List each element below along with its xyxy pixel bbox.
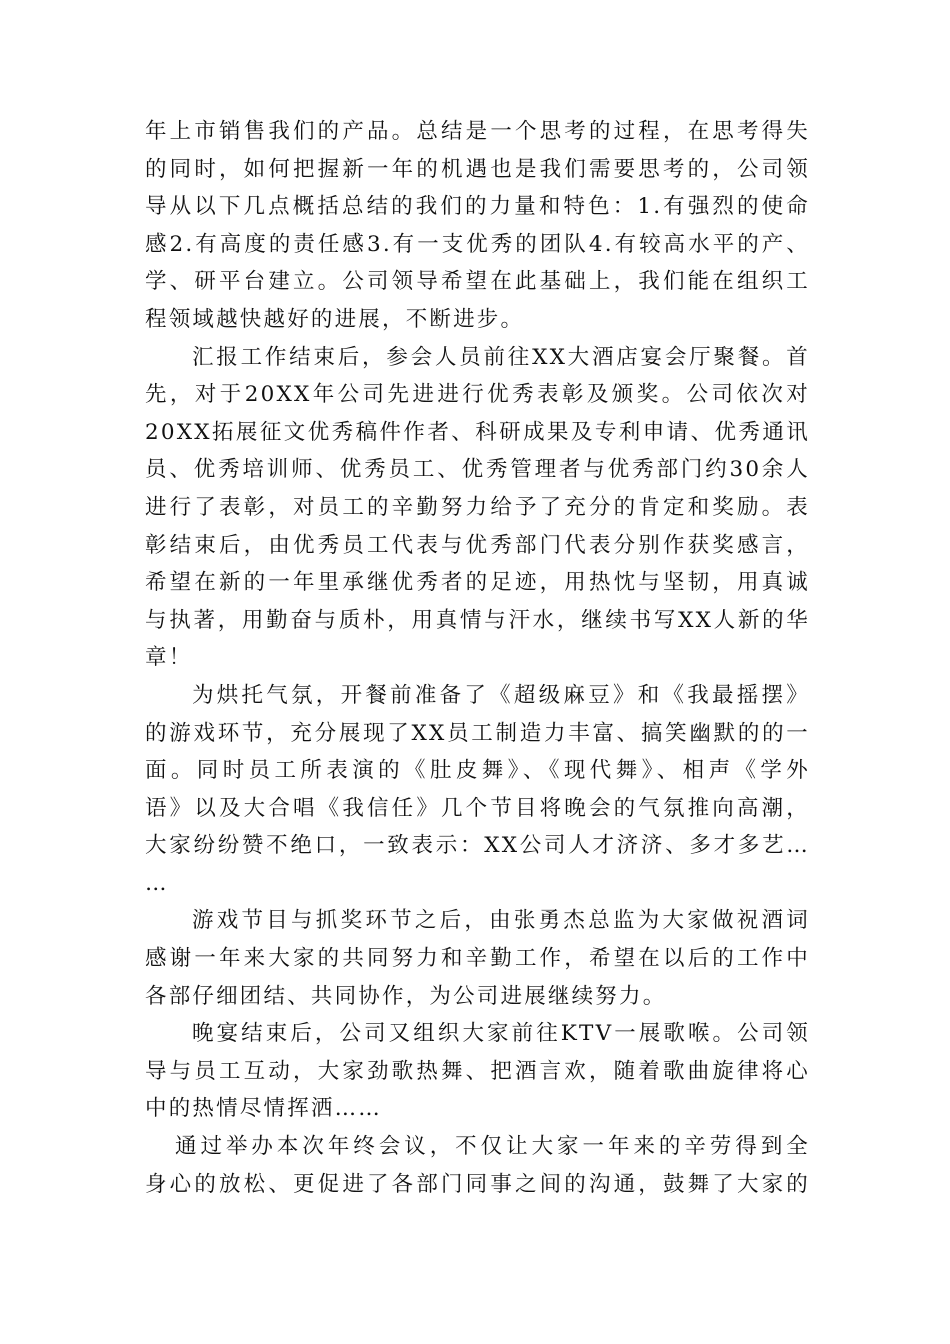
text-line: 感2.有高度的责任感3.有一支优秀的团队4.有较高水平的产、	[145, 231, 810, 257]
text-line: 的同时，如何把握新一年的机遇也是我们需要思考的，公司领	[145, 156, 810, 182]
text-line: 程领域越快越好的进展，不断进步。	[145, 306, 525, 332]
text-line: 年上市销售我们的产品。总结是一个思考的过程，在思考得失	[145, 119, 810, 144]
text-line: 大家纷纷赞不绝口，一致表示：XX公司人才济济、多才多艺…	[145, 833, 810, 859]
text-line: 学、研平台建立。公司领导希望在此基础上，我们能在组织工	[145, 269, 810, 295]
text-line: 导与员工互动，大家劲歌热舞、把酒言欢，随着歌曲旋律将心	[145, 1058, 810, 1084]
text-line: 为烘托气氛，开餐前准备了《超级麻豆》和《我最摇摆》	[192, 682, 810, 708]
text-line: 面。同时员工所表演的《肚皮舞》、《现代舞》、相声《学外	[145, 758, 810, 784]
text-line: 与执著，用勤奋与质朴，用真情与汗水，继续书写XX人新的华	[145, 607, 810, 633]
text-line: 游戏节目与抓奖环节之后，由张勇杰总监为大家做祝酒词	[192, 908, 810, 934]
text-line: 晚宴结束后，公司又组织大家前往KTV一展歌喉。公司领	[192, 1021, 810, 1047]
text-line: 各部仔细团结、共同协作，为公司进展继续努力。	[145, 983, 667, 1009]
text-line: 员、优秀培训师、优秀员工、优秀管理者与优秀部门约30余人	[145, 457, 810, 483]
text-line: 先，对于20XX年公司先进进行优秀表彰及颁奖。公司依次对	[145, 382, 810, 408]
text-line: 20XX拓展征文优秀稿件作者、科研成果及专利申请、优秀通讯	[145, 419, 810, 445]
document-body	[145, 113, 810, 1203]
text-line: …	[145, 870, 169, 896]
text-line: 身心的放松、更促进了各部门同事之间的沟通，鼓舞了大家的	[145, 1171, 810, 1197]
text-line: 导从以下几点概括总结的我们的力量和特色：1.有强烈的使命	[145, 194, 810, 220]
text-line: 的游戏环节，充分展现了XX员工制造力丰富、搞笑幽默的的一	[145, 720, 810, 746]
text-line: 中的热情尽情挥洒……	[145, 1096, 383, 1122]
text-line: 章！	[145, 645, 193, 671]
text-line: 汇报工作结束后，参会人员前往XX大酒店宴会厅聚餐。首	[192, 344, 810, 370]
text-line: 感谢一年来大家的共同努力和辛勤工作，希望在以后的工作中	[145, 946, 810, 972]
text-line: 希望在新的一年里承继优秀者的足迹，用热忱与坚韧，用真诚	[145, 570, 810, 596]
text-line: 进行了表彰，对员工的辛勤努力给予了充分的肯定和奖励。表	[145, 494, 810, 520]
text-line: 语》以及大合唱《我信任》几个节目将晚会的气氛推向高潮，	[145, 795, 810, 821]
text-line: 通过举办本次年终会议，不仅让大家一年来的辛劳得到全	[175, 1134, 810, 1160]
text-line: 彰结束后，由优秀员工代表与优秀部门代表分别作获奖感言，	[145, 532, 810, 558]
